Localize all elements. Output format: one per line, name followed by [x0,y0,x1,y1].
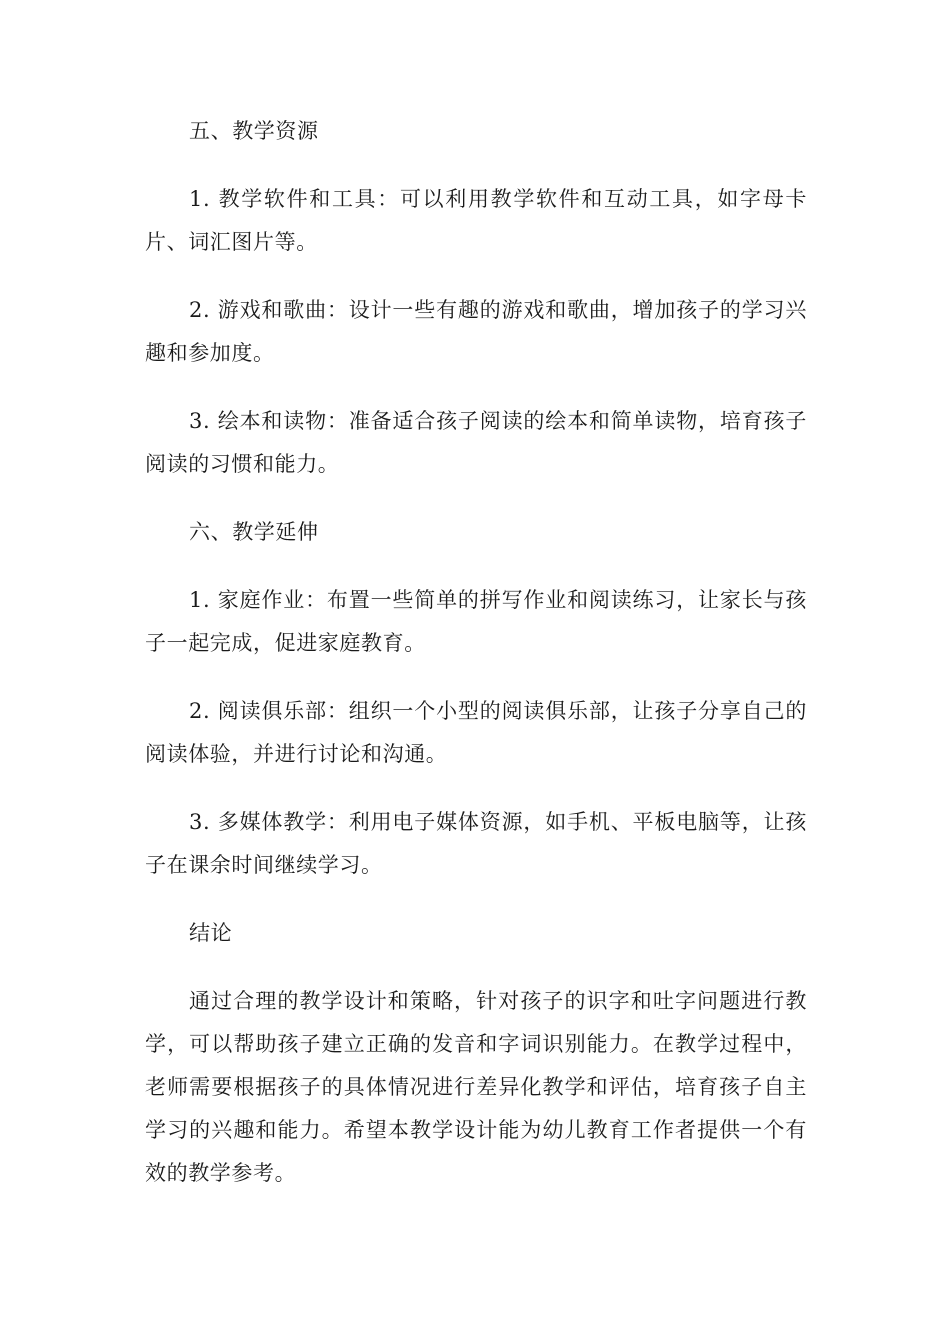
paragraph-resource-games: 2. 游戏和歌曲：设计一些有趣的游戏和歌曲，增加孩子的学习兴趣和参加度。 [145,298,807,365]
paragraph-extension-multimedia: 3. 多媒体教学：利用电子媒体资源，如手机、平板电脑等，让孩子在课余时间继续学习。 [145,810,807,877]
paragraph-extension-reading-club: 2. 阅读俱乐部：组织一个小型的阅读俱乐部，让孩子分享自己的阅读体验，并进行讨论和沟通。 [145,699,807,766]
paragraph-conclusion: 通过合理的教学设计和策略，针对孩子的识字和吐字问题进行教学，可以帮助孩子建立正确的发音和字词识别能力。在教学过程中，老师需要根据孩子的具体情况进行差异化教学和评估，培育孩子自主学习的兴趣和能力。希望本教学设计能为幼儿教育工作者提供一个有效的教学参考。 [145,989,807,1185]
section-heading-teaching-extension: 六、教学延伸 [189,520,319,544]
document-body [145,110,807,1195]
section-heading-teaching-resources: 五、教学资源 [189,119,319,143]
paragraph-resource-books: 3. 绘本和读物：准备适合孩子阅读的绘本和简单读物，培育孩子阅读的习惯和能力。 [145,409,807,476]
paragraph-extension-homework: 1. 家庭作业：布置一些简单的拼写作业和阅读练习，让家长与孩子一起完成，促进家庭教育。 [145,588,807,655]
section-heading-conclusion: 结论 [189,921,233,945]
paragraph-resource-software: 1. 教学软件和工具：可以利用教学软件和互动工具，如字母卡片、词汇图片等。 [145,187,807,254]
